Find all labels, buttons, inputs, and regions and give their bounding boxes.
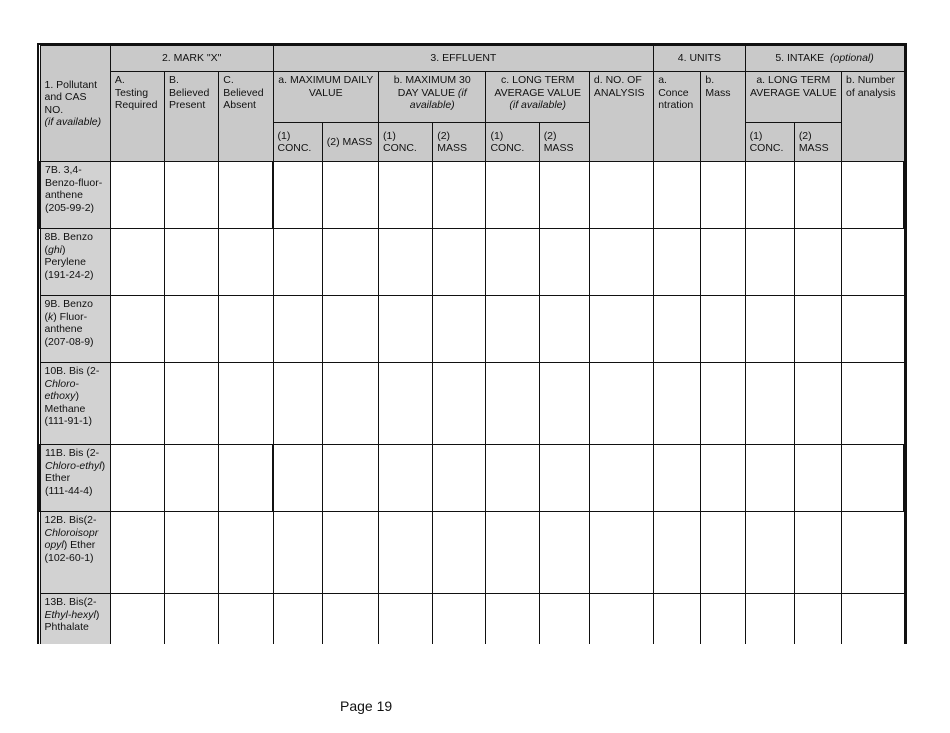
believed-present-cell[interactable] <box>165 445 219 512</box>
intake-mass-header: (2) MASS <box>794 123 841 162</box>
long-term-conc-cell[interactable] <box>486 445 539 512</box>
units-concentration-cell[interactable] <box>654 162 701 229</box>
pollutant-name-italic: Chloroisopr opyl <box>44 526 99 551</box>
max-30-day-conc-cell[interactable] <box>378 363 432 445</box>
intake-number-cell[interactable] <box>842 594 904 645</box>
max-30-day-conc-cell[interactable] <box>378 594 432 645</box>
believed-absent-cell[interactable] <box>219 162 273 229</box>
units-mass-cell[interactable] <box>701 363 745 445</box>
pollutant-name-text: 9B. Benzo ( <box>44 298 93 323</box>
max-daily-mass-cell[interactable] <box>322 594 378 645</box>
cas-number: (102-60-1) <box>44 551 94 564</box>
long-term-conc-cell[interactable] <box>486 162 539 229</box>
pollutant-name-italic: Chloro-ethyl <box>45 459 102 472</box>
pollutant-name-text: 10B. Bis (2- <box>44 365 100 377</box>
pollutant-header: 1. Pollutant and CAS NO. (if available) <box>40 46 110 162</box>
intake-conc-cell[interactable] <box>745 229 794 296</box>
intake-number-cell[interactable] <box>842 363 904 445</box>
intake-conc-cell[interactable] <box>745 594 794 645</box>
pollutant-name <box>40 296 110 363</box>
cas-number: (111-44-4) <box>45 484 93 497</box>
believed-present-cell[interactable] <box>165 594 219 645</box>
max-daily-conc-cell[interactable] <box>273 512 322 594</box>
max-daily-conc-cell[interactable] <box>273 229 322 296</box>
pollutant-form-table <box>37 43 907 644</box>
max-daily-conc-header: (1) CONC. <box>273 123 322 162</box>
intake-mass-cell[interactable] <box>794 229 841 296</box>
long-term-conc-cell[interactable] <box>486 229 539 296</box>
max-daily-mass-cell[interactable] <box>322 445 378 512</box>
effluent-header: 3. EFFLUENT <box>273 46 654 72</box>
max-30-day-conc-cell[interactable] <box>378 296 432 363</box>
pollutant-name-suffix: ) Perylene <box>44 243 86 268</box>
no-of-analysis-cell[interactable] <box>589 363 653 445</box>
max-30-day-mass-cell[interactable] <box>433 363 486 445</box>
intake-conc-cell[interactable] <box>745 363 794 445</box>
units-header: 4. UNITS <box>654 46 745 72</box>
long-term-avg-header: c. LONG TERM AVERAGE VALUE (if available) <box>486 72 589 123</box>
believed-present-cell[interactable] <box>165 512 219 594</box>
max-30-day-conc-cell[interactable] <box>378 512 432 594</box>
max-30-day-mass-cell[interactable] <box>433 296 486 363</box>
believed-absent-cell[interactable] <box>219 229 273 296</box>
long-term-conc-cell[interactable] <box>486 296 539 363</box>
form-grid <box>39 45 905 644</box>
testing-required-cell[interactable] <box>110 594 164 645</box>
pollutant-name <box>40 512 110 594</box>
intake-conc-cell[interactable] <box>745 512 794 594</box>
max-daily-mass-cell[interactable] <box>322 296 378 363</box>
pollutant-name-italic: Chloro-ethoxy <box>44 377 79 402</box>
intake-mass-cell[interactable] <box>794 363 841 445</box>
max-30-day-mass-cell[interactable] <box>433 445 486 512</box>
pollutant-name <box>40 363 110 445</box>
intake-number-cell[interactable] <box>842 229 904 296</box>
believed-present-cell[interactable] <box>165 229 219 296</box>
pollutant-name-text: 13B. Bis(2- <box>44 596 97 608</box>
believed-present-cell[interactable] <box>165 363 219 445</box>
testing-required-cell[interactable] <box>110 363 164 445</box>
intake-conc-cell[interactable] <box>745 162 794 229</box>
intake-number-cell[interactable] <box>842 445 904 512</box>
intake-conc-header: (1) CONC. <box>745 123 794 162</box>
believed-present-cell[interactable] <box>165 296 219 363</box>
max-daily-mass-cell[interactable] <box>322 162 378 229</box>
max-daily-header: a. MAXIMUM DAILY VALUE <box>273 72 378 123</box>
pollutant-name-suffix: ) Ether <box>45 459 106 484</box>
table-row-7b <box>40 162 904 229</box>
units-concentration-header: a. Conce ntration <box>654 72 701 162</box>
units-concentration-cell[interactable] <box>654 296 701 363</box>
max-daily-conc-cell[interactable] <box>273 363 322 445</box>
max-30-day-header: b. MAXIMUM 30 DAY VALUE (if available) <box>378 72 485 123</box>
pollutant-name-text: 8B. Benzo ( <box>44 231 93 256</box>
units-concentration-cell[interactable] <box>654 512 701 594</box>
max-daily-conc-cell[interactable] <box>273 445 322 512</box>
pollutant-name <box>40 445 110 512</box>
cas-number: (205-99-2) <box>45 201 95 214</box>
long-term-mass-cell[interactable] <box>539 512 589 594</box>
units-concentration-cell[interactable] <box>654 229 701 296</box>
long-term-mass-cell[interactable] <box>539 229 589 296</box>
intake-number-cell[interactable] <box>842 512 904 594</box>
cas-number: (111-91-1) <box>44 415 92 427</box>
no-of-analysis-cell[interactable] <box>589 296 653 363</box>
intake-number-header: b. Number of analysis <box>842 72 904 162</box>
testing-required-cell[interactable] <box>110 229 164 296</box>
believed-absent-cell[interactable] <box>219 445 273 512</box>
testing-required-cell[interactable] <box>110 296 164 363</box>
testing-required-header: A. Testing Required <box>110 72 164 162</box>
max-30-day-conc-header: (1) CONC. <box>378 123 432 162</box>
intake-conc-cell[interactable] <box>745 296 794 363</box>
pollutant-rows <box>40 162 904 645</box>
pollutant-name-italic: ghi <box>48 243 63 256</box>
pollutant-name <box>40 594 110 645</box>
believed-absent-cell[interactable] <box>219 512 273 594</box>
max-daily-conc-cell[interactable] <box>273 296 322 363</box>
pollutant-name-text: 12B. Bis(2- <box>44 514 97 526</box>
pollutant-name <box>40 162 110 229</box>
units-mass-cell[interactable] <box>701 594 745 645</box>
cas-number: (207-08-9) <box>44 335 94 348</box>
pollutant-name-suffix: ) Fluor-anthene <box>44 310 88 335</box>
no-of-analysis-header: d. NO. OF ANALYSIS <box>589 72 653 162</box>
units-mass-cell[interactable] <box>701 296 745 363</box>
max-30-day-mass-cell[interactable] <box>433 594 486 645</box>
testing-required-cell[interactable] <box>110 512 164 594</box>
page-number: Page 19 <box>340 698 393 714</box>
no-of-analysis-cell[interactable] <box>589 594 653 645</box>
believed-absent-cell[interactable] <box>219 296 273 363</box>
max-daily-conc-cell[interactable] <box>273 162 322 229</box>
max-30-day-mass-cell[interactable] <box>433 512 486 594</box>
intake-mass-cell[interactable] <box>794 445 841 512</box>
max-30-day-conc-cell[interactable] <box>378 162 432 229</box>
long-term-mass-cell[interactable] <box>539 594 589 645</box>
testing-required-cell[interactable] <box>110 162 164 229</box>
testing-required-cell[interactable] <box>110 445 164 512</box>
units-concentration-cell[interactable] <box>654 363 701 445</box>
mark-header: 2. MARK "X" <box>110 46 273 72</box>
intake-conc-cell[interactable] <box>745 445 794 512</box>
pollutant-name-italic: k <box>48 310 54 323</box>
intake-header: 5. INTAKE (optional) <box>745 46 904 72</box>
believed-absent-header: C. Believed Absent <box>219 72 273 162</box>
intake-long-term-header: a. LONG TERM AVERAGE VALUE <box>745 72 841 123</box>
cas-number: (191-24-2) <box>44 268 94 281</box>
long-term-conc-cell[interactable] <box>486 363 539 445</box>
believed-present-cell[interactable] <box>165 162 219 229</box>
max-30-day-mass-header: (2) MASS <box>433 123 486 162</box>
table-row-10b <box>40 363 904 445</box>
intake-mass-cell[interactable] <box>794 594 841 645</box>
no-of-analysis-cell[interactable] <box>589 512 653 594</box>
long-term-conc-cell[interactable] <box>486 594 539 645</box>
long-term-mass-cell[interactable] <box>539 162 589 229</box>
max-30-day-conc-cell[interactable] <box>378 445 432 512</box>
long-term-conc-header: (1) CONC. <box>486 123 539 162</box>
no-of-analysis-cell[interactable] <box>589 229 653 296</box>
table-row-9b <box>40 296 904 363</box>
intake-number-cell[interactable] <box>842 296 904 363</box>
pollutant-name-italic: Ethyl-hexyl <box>44 608 96 621</box>
intake-mass-cell[interactable] <box>794 512 841 594</box>
believed-absent-cell[interactable] <box>219 594 273 645</box>
units-mass-cell[interactable] <box>701 162 745 229</box>
table-row-12b <box>40 512 904 594</box>
no-of-analysis-cell[interactable] <box>589 445 653 512</box>
max-daily-conc-cell[interactable] <box>273 594 322 645</box>
pollutant-name-suffix: ) Phthalate <box>44 608 100 633</box>
units-concentration-cell[interactable] <box>654 445 701 512</box>
intake-mass-cell[interactable] <box>794 296 841 363</box>
max-30-day-mass-cell[interactable] <box>433 229 486 296</box>
max-daily-mass-cell[interactable] <box>322 229 378 296</box>
units-mass-cell[interactable] <box>701 445 745 512</box>
intake-mass-cell[interactable] <box>794 162 841 229</box>
pollutant-name-text: 11B. Bis (2- <box>45 447 100 459</box>
units-mass-cell[interactable] <box>701 512 745 594</box>
units-mass-header: b. Mass <box>701 72 745 162</box>
max-daily-mass-cell[interactable] <box>322 512 378 594</box>
pollutant-name <box>40 229 110 296</box>
long-term-mass-cell[interactable] <box>539 363 589 445</box>
pollutant-name-text: 7B. 3,4-Benzo-fluor-anthene <box>45 164 103 201</box>
pollutant-name-suffix: ) Methane <box>44 390 86 415</box>
units-mass-cell[interactable] <box>701 229 745 296</box>
max-daily-mass-cell[interactable] <box>322 363 378 445</box>
pollutant-name-suffix: ) Ether <box>63 539 96 551</box>
table-row-13b <box>40 594 904 645</box>
believed-present-header: B. Believed Present <box>165 72 219 162</box>
max-30-day-mass-cell[interactable] <box>433 162 486 229</box>
long-term-mass-header: (2) MASS <box>539 123 589 162</box>
long-term-mass-cell[interactable] <box>539 296 589 363</box>
units-concentration-cell[interactable] <box>654 594 701 645</box>
no-of-analysis-cell[interactable] <box>589 162 653 229</box>
max-30-day-conc-cell[interactable] <box>378 229 432 296</box>
table-row-8b <box>40 229 904 296</box>
believed-absent-cell[interactable] <box>219 363 273 445</box>
intake-number-cell[interactable] <box>842 162 904 229</box>
long-term-mass-cell[interactable] <box>539 445 589 512</box>
max-daily-mass-header: (2) MASS <box>322 123 378 162</box>
table-row-11b <box>40 445 904 512</box>
long-term-conc-cell[interactable] <box>486 512 539 594</box>
